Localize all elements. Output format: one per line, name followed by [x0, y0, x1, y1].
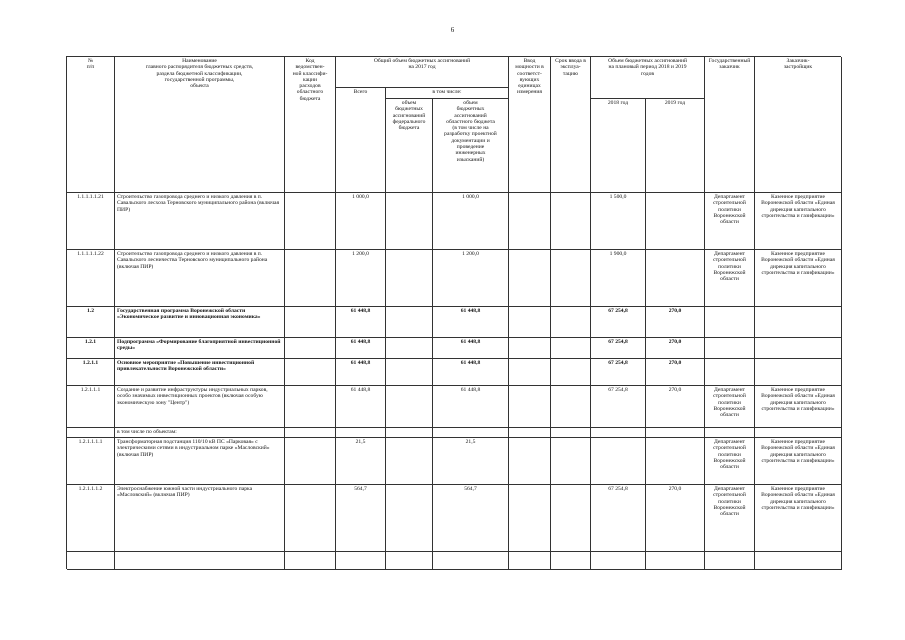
- cell-federal: [386, 250, 433, 307]
- cell-2019: [646, 250, 705, 307]
- cell-capacity: [509, 386, 551, 428]
- cell-regional: 1 200,0: [433, 250, 509, 307]
- cell-2018: [591, 438, 646, 485]
- cell-total: 564,7: [336, 485, 386, 552]
- cell-number: 1.2.1.1.1.1: [67, 438, 115, 485]
- cell-developer: [755, 359, 842, 386]
- cell-customer: [705, 338, 755, 359]
- table-empty-cell: [646, 552, 705, 570]
- header-total-2017: Общий объем бюджетных ассигнований на 2017 год: [336, 57, 509, 88]
- cell-term: [551, 338, 591, 359]
- cell-developer: Казенное предприятие Воронежской области «Единая дирекция капитального строительства и газификации»: [755, 193, 842, 250]
- cell-capacity: [509, 250, 551, 307]
- cell-regional: 61 448,8: [433, 359, 509, 386]
- cell-developer: Казенное предприятие Воронежской области «Единая дирекция капитального строительства и газификации»: [755, 250, 842, 307]
- cell-total: 61 448,8: [336, 386, 386, 428]
- cell-capacity: [509, 438, 551, 485]
- table-empty-cell: [705, 552, 755, 570]
- cell-term: [551, 193, 591, 250]
- cell-2018: 67 254,8: [591, 359, 646, 386]
- table-empty-cell: [336, 552, 386, 570]
- cell-total: 61 448,8: [336, 338, 386, 359]
- cell-term: [551, 386, 591, 428]
- cell-capacity: [509, 193, 551, 250]
- table-empty-cell: [386, 552, 433, 570]
- cell-federal: [386, 307, 433, 338]
- budget-table-sheet: [66, 56, 841, 569]
- cell-regional: [433, 428, 509, 438]
- cell-term: [551, 250, 591, 307]
- cell-federal: [386, 386, 433, 428]
- cell-number: 1.2.1: [67, 338, 115, 359]
- cell-customer: Департамент строительной политики Воронежской области: [705, 193, 755, 250]
- cell-federal: [386, 438, 433, 485]
- cell-code: [285, 485, 336, 552]
- cell-2019: 270,0: [646, 307, 705, 338]
- cell-term: [551, 485, 591, 552]
- cell-2018: 1 500,0: [591, 193, 646, 250]
- header-vsego: Всего: [336, 88, 386, 193]
- cell-code: [285, 250, 336, 307]
- cell-code: [285, 428, 336, 438]
- header-code: Код ведомствен- ной классифи- кации расходов областного бюджета: [285, 57, 336, 193]
- cell-2018: [591, 428, 646, 438]
- cell-term: [551, 307, 591, 338]
- header-name: Наименование главного распорядителя бюджетных средств, раздела бюджетной классификации, государственной программы, объекта: [115, 57, 285, 193]
- header-planned: Объем бюджетных ассигнований на плановый период 2018 и 2019 годов: [591, 57, 705, 99]
- cell-regional: 1 000,0: [433, 193, 509, 250]
- cell-name: Создание и развитие инфраструктуры индустриальных парков, особо значимых инвестиционных проектов (включая особую экономическую зону "Центр"): [115, 386, 285, 428]
- budget-table: [66, 56, 841, 569]
- cell-name: в том числе по объектам:: [115, 428, 285, 438]
- cell-2018: 1 900,0: [591, 250, 646, 307]
- header-developer: Заказчик- застройщик: [755, 57, 842, 193]
- header-regional: объем бюджетных ассигнований областного бюджета (в том числе на разработку проектной документации и проведение инженерных изысканий): [433, 99, 509, 193]
- header-number: № п/п: [67, 57, 115, 193]
- cell-developer: Казенное предприятие Воронежской области «Единая дирекция капитального строительства и газификации»: [755, 485, 842, 552]
- cell-customer: [705, 428, 755, 438]
- cell-capacity: [509, 307, 551, 338]
- cell-2019: 270,0: [646, 386, 705, 428]
- header-2018: 2018 год: [591, 99, 646, 193]
- cell-name: Государственная программа Воронежской области «Экономическое развитие и инновационная экономика»: [115, 307, 285, 338]
- cell-2019: 270,0: [646, 485, 705, 552]
- cell-developer: [755, 428, 842, 438]
- cell-code: [285, 307, 336, 338]
- header-2019: 2019 год: [646, 99, 705, 193]
- cell-total: 61 448,8: [336, 359, 386, 386]
- table-empty-cell: [591, 552, 646, 570]
- cell-2019: [646, 438, 705, 485]
- cell-developer: Казенное предприятие Воронежской области «Единая дирекция капитального строительства и газификации»: [755, 438, 842, 485]
- cell-total: 1 000,0: [336, 193, 386, 250]
- cell-2019: 270,0: [646, 359, 705, 386]
- cell-name: Строительство газопровода среднего и низкого давления в п. Савальского лесничества Терновского муниципального района (включая ПИР): [115, 250, 285, 307]
- cell-capacity: [509, 359, 551, 386]
- cell-name: Трансформаторная подстанция 110/10 кВ ПС «Парковая» с электрическими сетями в индустриальном парке «Масловский» (включая ПИР): [115, 438, 285, 485]
- cell-customer: Департамент строительной политики Воронежской области: [705, 386, 755, 428]
- cell-developer: Казенное предприятие Воронежской области «Единая дирекция капитального строительства и газификации»: [755, 386, 842, 428]
- cell-number: 1.2: [67, 307, 115, 338]
- header-capacity: Ввод мощности в соответст- вующих единицах измерения: [509, 57, 551, 193]
- cell-total: [336, 428, 386, 438]
- cell-2018: 67 254,8: [591, 485, 646, 552]
- cell-customer: Департамент строительной политики Воронежской области: [705, 250, 755, 307]
- table-empty-cell: [285, 552, 336, 570]
- cell-number: 1.1.1.1.1.21: [67, 193, 115, 250]
- cell-federal: [386, 428, 433, 438]
- cell-name: Электроснабжение южной части индустриального парка «Масловский» (включая ПИР): [115, 485, 285, 552]
- cell-total: 1 200,0: [336, 250, 386, 307]
- cell-total: 61 448,8: [336, 307, 386, 338]
- cell-code: [285, 438, 336, 485]
- cell-number: 1.1.1.1.1.22: [67, 250, 115, 307]
- table-empty-cell: [755, 552, 842, 570]
- cell-regional: 61 448,8: [433, 307, 509, 338]
- table-empty-cell: [115, 552, 285, 570]
- cell-2018: 67 254,8: [591, 307, 646, 338]
- cell-term: [551, 438, 591, 485]
- cell-name: Основное мероприятие «Повышение инвестиционной привлекательности Воронежской области»: [115, 359, 285, 386]
- cell-number: 1.2.1.1.1.2: [67, 485, 115, 552]
- cell-total: 21,5: [336, 438, 386, 485]
- cell-2018: 67 254,8: [591, 338, 646, 359]
- cell-federal: [386, 485, 433, 552]
- cell-number: 1.2.1.1.1: [67, 386, 115, 428]
- cell-capacity: [509, 485, 551, 552]
- table-empty-cell: [509, 552, 551, 570]
- cell-name: Строительство газопровода среднего и низкого давления в п. Савальского лесхоза Терновского муниципального района (включая ПИР): [115, 193, 285, 250]
- cell-2019: [646, 193, 705, 250]
- cell-developer: [755, 338, 842, 359]
- cell-federal: [386, 359, 433, 386]
- cell-regional: 61 448,8: [433, 386, 509, 428]
- header-federal: объем бюджетных ассигнований федерального бюджета: [386, 99, 433, 193]
- cell-federal: [386, 338, 433, 359]
- cell-term: [551, 359, 591, 386]
- cell-customer: [705, 359, 755, 386]
- cell-2018: 67 254,8: [591, 386, 646, 428]
- table-empty-cell: [67, 552, 115, 570]
- table-empty-cell: [433, 552, 509, 570]
- cell-developer: [755, 307, 842, 338]
- cell-term: [551, 428, 591, 438]
- cell-code: [285, 359, 336, 386]
- cell-name: Подпрограмма «Формирование благоприятной инвестиционной среды»: [115, 338, 285, 359]
- cell-number: [67, 428, 115, 438]
- header-incl: в том числе:: [386, 88, 509, 99]
- cell-regional: 21,5: [433, 438, 509, 485]
- cell-code: [285, 193, 336, 250]
- cell-code: [285, 386, 336, 428]
- table-empty-cell: [551, 552, 591, 570]
- cell-2019: 270,0: [646, 338, 705, 359]
- cell-customer: Департамент строительной политики Воронежской области: [705, 438, 755, 485]
- header-term: Срок ввода в эксплуа- тацию: [551, 57, 591, 193]
- cell-regional: 61 448,8: [433, 338, 509, 359]
- cell-2019: [646, 428, 705, 438]
- cell-federal: [386, 193, 433, 250]
- cell-regional: 564,7: [433, 485, 509, 552]
- cell-number: 1.2.1.1: [67, 359, 115, 386]
- page-number: 6: [450, 26, 455, 34]
- cell-capacity: [509, 428, 551, 438]
- cell-code: [285, 338, 336, 359]
- cell-customer: Департамент строительной политики Воронежской области: [705, 485, 755, 552]
- cell-customer: [705, 307, 755, 338]
- cell-capacity: [509, 338, 551, 359]
- header-customer: Государственный заказчик: [705, 57, 755, 193]
